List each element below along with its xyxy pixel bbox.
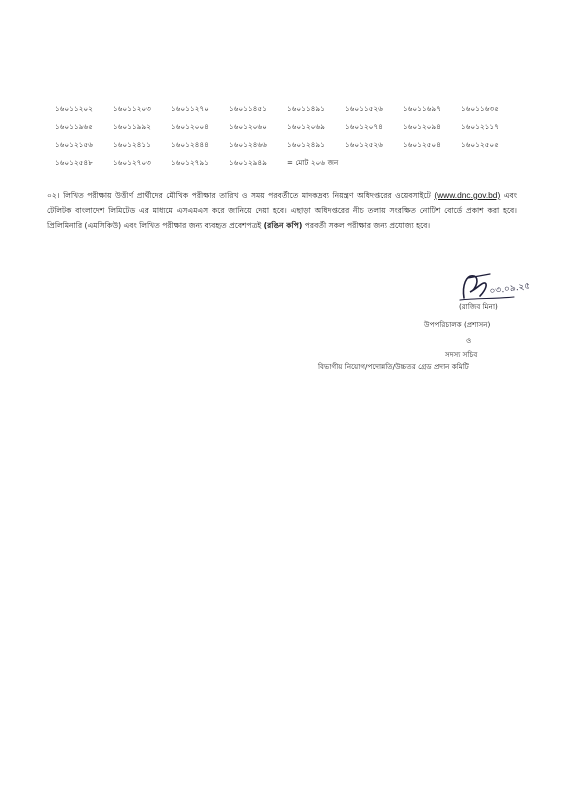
member-secretary: সদস্য সচিব	[445, 350, 478, 359]
roll-number: ১৬০১১২৭০	[171, 105, 209, 113]
roll-number: ১৬০১২৭০৩	[113, 159, 151, 167]
table-row	[55, 136, 519, 154]
signature	[456, 268, 556, 304]
signatory-name: (রাজিব মিনা)	[459, 302, 498, 311]
roll-number: ১৬০১২০০৪	[171, 123, 209, 131]
roll-number: ১৬০১২৪৯১	[287, 141, 325, 149]
roll-number: ১৬০১২৫০৫	[461, 141, 499, 149]
roll-number: ১৬০১২০৭৪	[345, 123, 383, 131]
table-row	[55, 118, 519, 136]
roll-number: ১৬০১২০৬০	[229, 123, 267, 131]
notice-text: লিখিত পরীক্ষায় উত্তীর্ণ প্রার্থীদের মৌখিক পরীক্ষার তারিখ ও সময় পরবর্তীতে মাদকদ্রব্য নিয়ন্ত্রণ অধিদপ্তরের ওয়েবসাইটে	[63, 191, 431, 200]
roll-number: ১৬০১২৪৪৪	[171, 141, 209, 149]
table-row	[55, 154, 519, 172]
roll-number: ১৬০১২০৯৪	[403, 123, 441, 131]
signature-date: ০৩.০৯.২৫	[489, 281, 531, 297]
roll-number: ১৬০১১২০৩	[113, 105, 151, 113]
roll-number: ১৬০১২১১৭	[461, 123, 499, 131]
website-link[interactable]: (www.dnc.gov.bd)	[434, 190, 501, 200]
total-count: = মোট ২০৬ জন	[287, 159, 339, 167]
roll-number: ১৬০১২৭৯১	[171, 159, 209, 167]
notice-paragraph	[47, 188, 517, 233]
roll-number: ১৬০১২৫২৬	[345, 141, 383, 149]
color-copy-note: (রঙিন কপি)	[263, 221, 303, 230]
roll-number: ১৬০১২০৬৯	[287, 123, 325, 131]
roll-number: ১৬০১১৫২৬	[345, 105, 383, 113]
roll-number: ১৬০১২৪১১	[113, 141, 151, 149]
roll-number: ১৬০১১৪৯১	[287, 105, 325, 113]
roll-number: ১৬০১১৯৬৫	[55, 123, 93, 131]
roll-number: ১৬০১১৪৫১	[229, 105, 267, 113]
notice-text: পরবর্তী সকল পরীক্ষার জন্য প্রযোজ্য হবে।	[302, 221, 431, 230]
roll-number: ১৬০১২১৫৬	[55, 141, 93, 149]
roll-number: ১৬০১১৬৩৫	[461, 105, 499, 113]
roll-number: ১৬০১২৪৬৬	[229, 141, 267, 149]
roll-number: ১৬০১১৯৯২	[113, 123, 151, 131]
table-row	[55, 100, 519, 118]
roll-number: ১৬০১২৯৪৯	[229, 159, 267, 167]
signatory-designation: উপপরিচালক (প্রশাসন)	[424, 320, 491, 329]
roll-number: ১৬০১১২০২	[55, 105, 93, 113]
roll-number-table	[55, 100, 519, 172]
roll-number: ১৬০১২৫০৪	[403, 141, 441, 149]
paragraph-number: ০২।	[47, 191, 60, 200]
conjunction: ও	[466, 336, 472, 345]
roll-number: ১৬০১১৬৯৭	[403, 105, 441, 113]
roll-number: ১৬০১২৫৪৮	[55, 159, 93, 167]
committee-name: বিভাগীয় নিয়োগ/পদোন্নতি/উচ্চতর গ্রেড প্রদান কমিটি	[318, 362, 469, 371]
notice-text: এবং টেলিটক বাংলাদেশ লিমিটেড এর মাধ্যমে এসএমএস করে জানিয়ে দেয়া হবে। এছাড়া অধিদপ্তরের নীচ তলায় সংরক্ষিত নোটিশ বোর্ডে প্রকাশ করা হবে। প্রিলিমিনারি (এমসিকিউ) এবং লিখিত পরীক্ষার জন্য ব্যবহৃত প্রবেশপত্রই	[47, 191, 518, 230]
